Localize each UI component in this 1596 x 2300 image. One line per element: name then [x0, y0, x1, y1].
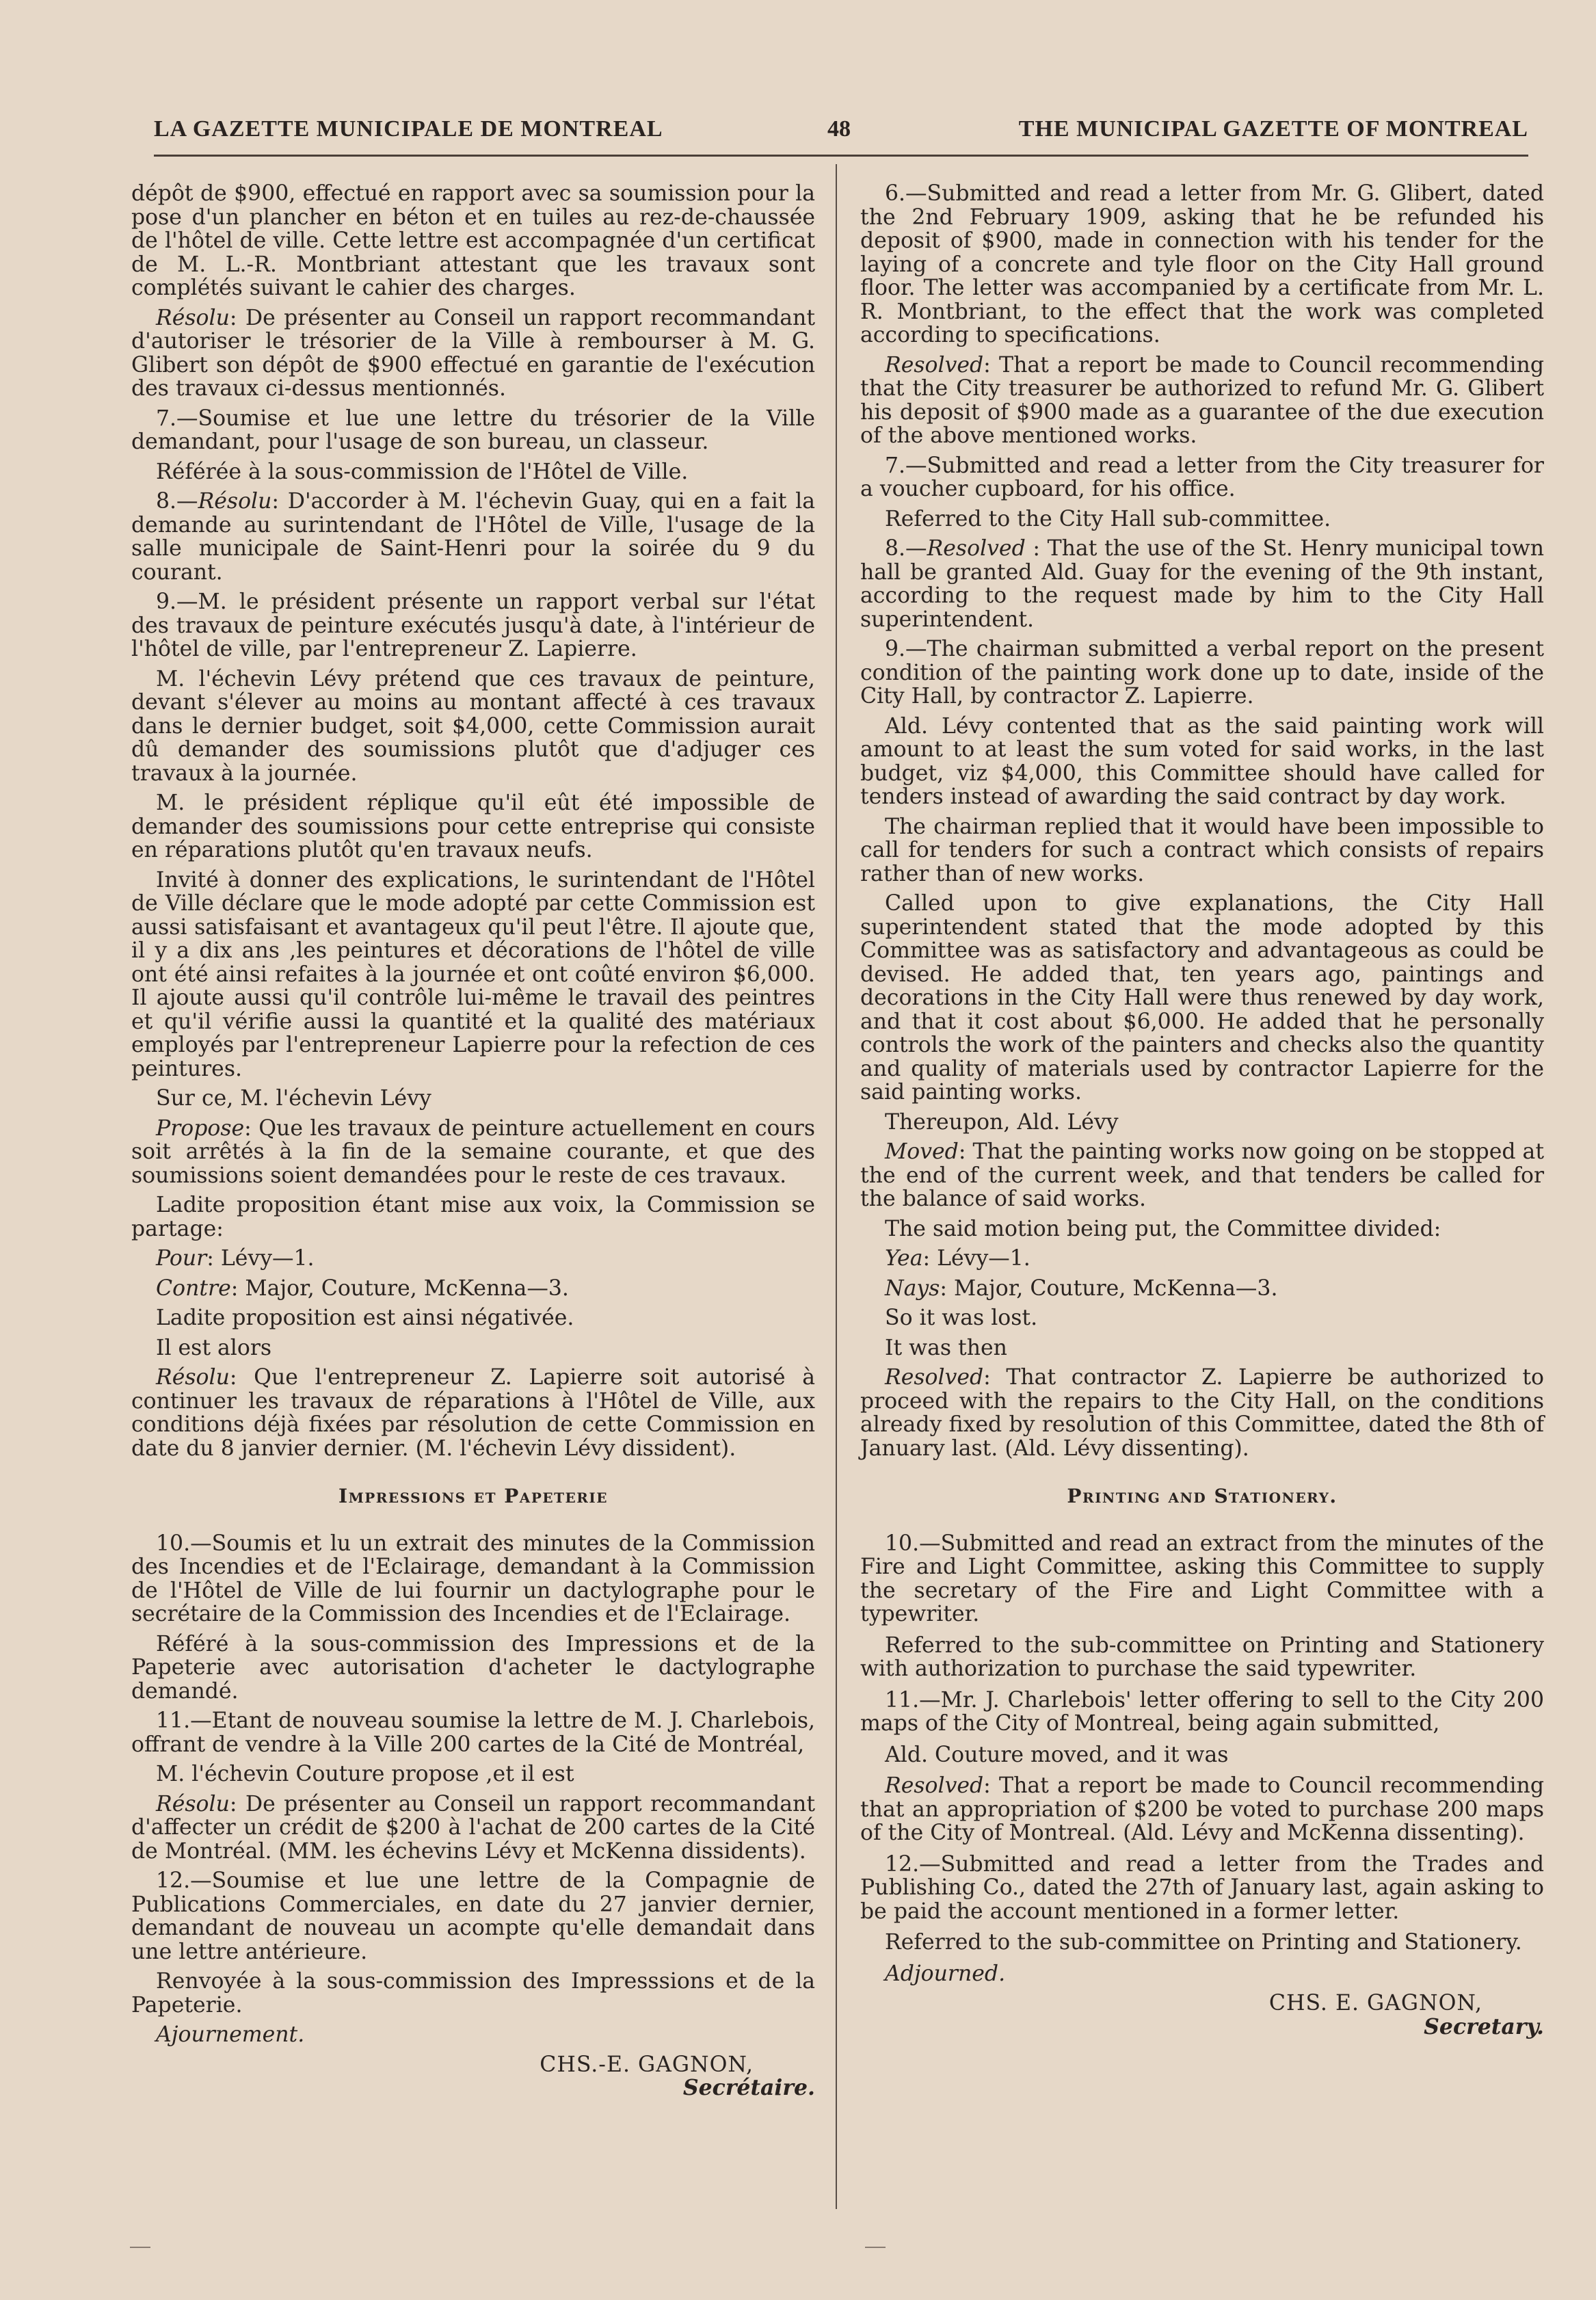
paragraph: [131, 1366, 815, 1460]
page-header: [154, 116, 1528, 150]
paragraph: 10.—Soumis et lu un extrait des minutes de la Commission des Incendies et de l'Eclairage, demandant à la Commission de l'Hôtel de Ville de lui fournir un dactylographe pour le secrétaire de la Commission des Incendies et de l'Eclairage.: [131, 1531, 815, 1626]
paragraph: [860, 1774, 1544, 1845]
paragraph-text: : That contractor Z. Lapierre be authorized to proceed with the repairs to the City Hall, on the conditions already fixed by resolution of this Committee, dated the 8th of January last. (Ald. Lévy dissenting).: [860, 1365, 1544, 1461]
header-title-english: THE MUNICIPAL GAZETTE OF MONTREAL: [1018, 116, 1528, 142]
paragraph: [131, 1793, 815, 1864]
paragraph: Sur ce, M. l'échevin Lévy: [156, 1086, 431, 1111]
english-column: [860, 182, 1544, 2039]
signature-title: Secretary.: [1424, 2013, 1544, 2039]
paragraph: Il est alors: [156, 1335, 272, 1360]
label-pour: Pour: [156, 1246, 207, 1271]
label-resolved: Resolved: [885, 1773, 984, 1798]
paragraph: [860, 537, 1544, 631]
label-resolved: Resolved: [927, 536, 1026, 561]
paragraph: [860, 354, 1544, 448]
paragraph: M. le président réplique qu'il eût été impossible de demander des soumissions pour cette entreprise qui consiste en réparations plutôt qu'en travaux neufs.: [131, 791, 815, 862]
paragraph-text: : That the use of the St. Henry municipal town hall be granted Ald. Guay for the evening of the 9th instant, according to the request made by him to the City Hall superintendent.: [860, 536, 1544, 632]
paragraph: 11.—Etant de nouveau soumise la lettre de M. J. Charlebois, offrant de vendre à la Ville 200 cartes de la Cité de Montréal,: [131, 1708, 815, 1757]
paragraph: 9.—M. le président présente un rapport verbal sur l'état des travaux de peinture exécutés jusqu'à date, à l'intérieur de l'hôtel de ville, par l'entrepreneur Z. Lapierre.: [131, 590, 815, 661]
section-heading: Impressions et Papeterie: [338, 1485, 608, 1507]
footer-mark: [130, 2247, 150, 2248]
paragraph: [860, 1140, 1544, 1211]
adjournment-text: Adjourned.: [885, 1961, 1006, 1986]
paragraph-text: : That a report be made to Council recommending that the City treasurer be authorized to refund Mr. G. Glibert his deposit of $900 made as a guarantee of the due execution of the above mentioned works.: [860, 352, 1544, 448]
paragraph: Renvoyée à la sous-commission des Impresssions et de la Papeterie.: [131, 1969, 815, 2018]
footer-mark: [865, 2247, 886, 2248]
paragraph-text: : That a report be made to Council recommending that an appropriation of $200 be voted to purchase 200 maps of the City of Montreal. (Ald. Lévy and McKenna dissenting).: [860, 1773, 1544, 1845]
paragraph: [131, 490, 815, 584]
paragraph: [860, 1366, 1544, 1460]
label-resolu: Résolu: [156, 1791, 230, 1816]
label-resolved: Resolved: [885, 352, 984, 378]
paragraph: Ladite proposition étant mise aux voix, la Commission se partage:: [131, 1193, 815, 1241]
adjournment: [131, 2023, 815, 2047]
paragraph: Referred to the City Hall sub-committee.: [885, 506, 1331, 531]
paragraph: 10.—Submitted and read an extract from the minutes of the Fire and Light Committee, asking this Committee to supply the secretary of the Fire and Light Committee with a typewriter.: [860, 1531, 1544, 1626]
signature-title: Secrétaire.: [682, 2075, 815, 2100]
paragraph: 9.—The chairman submitted a verbal report on the present condition of the painting work done up to date, inside of the City Hall, by contractor Z. Lapierre.: [860, 637, 1544, 709]
item-number: 8.—: [885, 536, 927, 561]
paragraph: 12.—Submitted and read a letter from the Trades and Publishing Co., dated the 27th of January last, again asking to be paid the account mentioned in a former letter.: [860, 1851, 1544, 1924]
label-resolu: Résolu: [156, 1365, 230, 1390]
paragraph-text: : De présenter au Conseil un rapport recommandant d'affecter un crédit de $200 à l'achat de 200 cartes de la Cité de Montréal. (MM. les échevins Lévy et McKenna dissidents).: [131, 1791, 815, 1864]
paragraph: 11.—Mr. J. Charlebois' letter offering to sell to the City 200 maps of the City of Montreal, being again submitted,: [860, 1687, 1544, 1736]
section-heading: Printing and Stationery.: [1067, 1485, 1338, 1507]
paragraph: So it was lost.: [885, 1306, 1038, 1330]
paragraph: It was then: [885, 1335, 1007, 1360]
header-rule: [154, 155, 1528, 157]
vote-text: : Major, Couture, McKenna—3.: [230, 1275, 569, 1301]
vote-text: : Lévy—1.: [207, 1246, 315, 1271]
label-resolu: Résolu: [198, 489, 272, 514]
paragraph: 7.—Soumise et lue une lettre du trésorier de la Ville demandant, pour l'usage de son bureau, un classeur.: [131, 406, 815, 454]
adjournment: [860, 1962, 1544, 1986]
paragraph: Ladite proposition est ainsi négativée.: [156, 1306, 574, 1330]
paragraph-text: : D'accorder à M. l'échevin Guay, qui en a fait la demande au surintendant de l'Hôtel de Ville, l'usage de la salle municipale de Saint-Henri pour la soirée du 9 du courant.: [131, 489, 815, 585]
label-resolu: Résolu: [156, 305, 230, 330]
vote-text: : Lévy—1.: [922, 1246, 1030, 1271]
page-number: 48: [827, 116, 851, 142]
vote-line: [131, 1247, 815, 1271]
column-divider: [836, 164, 837, 2209]
paragraph: 7.—Submitted and read a letter from the City treasurer for a voucher cupboard, for his office.: [860, 453, 1544, 501]
paragraph: M. l'échevin Couture propose ,et il est: [156, 1762, 574, 1786]
paragraph: Thereupon, Ald. Lévy: [885, 1109, 1119, 1135]
label-nays: Nays: [885, 1275, 940, 1301]
paragraph: Referred to the sub-committee on Printing and Stationery.: [885, 1930, 1522, 1955]
paragraph: The chairman replied that it would have been impossible to call for tenders for such a contract which consists of repairs rather than of new works.: [860, 814, 1544, 886]
paragraph: 6.—Submitted and read a letter from Mr. G. Glibert, dated the 2nd February 1909, asking that he be refunded his deposit of $900, made in connection with his tender for the laying of a concrete and tyle floor on the City Hall ground floor. The letter was accompanied by a certificate from Mr. L. R. Montbriant, to the effect that the work was completed according to specifications.: [860, 181, 1544, 347]
vote-line: [131, 1277, 815, 1301]
paragraph: Ald. Couture moved, and it was: [885, 1742, 1229, 1767]
label-moved: Moved: [885, 1139, 959, 1164]
signature-name: CHS. E. GAGNON,: [1268, 1991, 1482, 2015]
paragraph: 12.—Soumise et lue une lettre de la Compagnie de Publications Commerciales, en date du 27 janvier dernier, demandant de nouveau un acompte qu'elle demandait dans une lettre antérieure.: [131, 1868, 815, 1964]
vote-line: [860, 1277, 1544, 1301]
paragraph-text: : De présenter au Conseil un rapport recommandant d'autoriser le trésorier de la Ville à rembourser à M. G. Glibert son dépôt de $900 effectué en garantie de l'exécution des travaux ci-dessus mentionnés.: [131, 305, 815, 401]
paragraph: Invité à donner des explications, le surintendant de l'Hôtel de Ville déclare que le mode adopté par cette Commission est aussi satisfaisant et avantageux qu'il peut l'être. Il ajoute que, il y a dix ans ,les peintures et décorations de l'hôtel de ville ont été ainsi refaites à la journée et ont coûté environ $6,000. Il ajoute aussi qu'il contrôle lui-même le travail des peintres et qu'il vérifie aussi la quantité et la qualité des matériaux employés par l'entrepreneur Lapierre pour la refection de ces peintures.: [131, 867, 815, 1081]
french-column: [131, 182, 815, 2100]
paragraph: M. l'échevin Lévy prétend que ces travaux de peinture, devant s'élever au moins au montant affecté à ces travaux dans le dernier budget, soit $4,000, cette Commission aurait dû demander des soumissions plutôt que d'adjuger ces travaux à la journée.: [131, 666, 815, 786]
paragraph: The said motion being put, the Committee divided:: [885, 1216, 1441, 1241]
paragraph: dépôt de $900, effectué en rapport avec sa soumission pour la pose d'un plancher en béton et en tuiles au rez-de-chaussée de l'hôtel de ville. Cette lettre est accompagnée d'un certificat de M. L.-R. Montbriant attestant que les travaux sont complétés suivant le cahier des charges.: [131, 181, 815, 300]
paragraph-text: : Que l'entrepreneur Z. Lapierre soit autorisé à continuer les travaux de réparations à l'Hôtel de Ville, aux conditions déjà fixées par résolution de cette Commission en date du 8 janvier dernier. (M. l'échevin Lévy dissident).: [131, 1365, 815, 1461]
label-propose: Propose: [156, 1115, 245, 1141]
paragraph: Référée à la sous-commission de l'Hôtel de Ville.: [156, 459, 689, 484]
paragraph: Called upon to give explanations, the City Hall superintendent stated that the mode adopted by this Committee was as satisfactory and advantageous as could be devised. He added that, ten years ago, paintings and decorations in the City Hall were thus renewed by day work, and that it cost about $6,000. He added that he personally controls the work of the painters and checks also the quantity and quality of materials used by contractor Lapierre for the said painting works.: [860, 891, 1544, 1105]
paragraph-text: : That the painting works now going on be stopped at the end of the current week, and that tenders be called for the balance of said works.: [860, 1139, 1544, 1211]
paragraph: Referred to the sub-committee on Printing and Stationery with authorization to purchase the said typewriter.: [860, 1633, 1544, 1681]
label-resolved: Resolved: [885, 1365, 984, 1390]
signature-name: CHS.-E. GAGNON,: [540, 2052, 754, 2077]
adjournment-text: Ajournement.: [156, 2022, 305, 2047]
label-yea: Yea: [885, 1246, 923, 1271]
paragraph: Ald. Lévy contented that as the said painting work will amount to at least the sum voted for said works, in the last budget, viz $4,000, this Committee should have called for tenders instead of awarding the said contract by day work.: [860, 713, 1544, 809]
paragraph-text: : Que les travaux de peinture actuellement en cours soit arrêtés à la fin de la semaine courante, et que des soumissions soient demandées pour le reste de ces travaux.: [131, 1115, 815, 1188]
vote-text: : Major, Couture, McKenna—3.: [940, 1275, 1278, 1301]
paragraph: [131, 1117, 815, 1188]
item-number: 8.—: [156, 489, 198, 514]
paragraph: Référé à la sous-commission des Impressions et de la Papeterie avec autorisation d'acheter le dactylographe demandé.: [131, 1631, 815, 1704]
vote-line: [860, 1247, 1544, 1271]
paragraph: [131, 306, 815, 401]
label-contre: Contre: [156, 1275, 231, 1301]
header-title-french: LA GAZETTE MUNICIPALE DE MONTREAL: [154, 116, 663, 142]
